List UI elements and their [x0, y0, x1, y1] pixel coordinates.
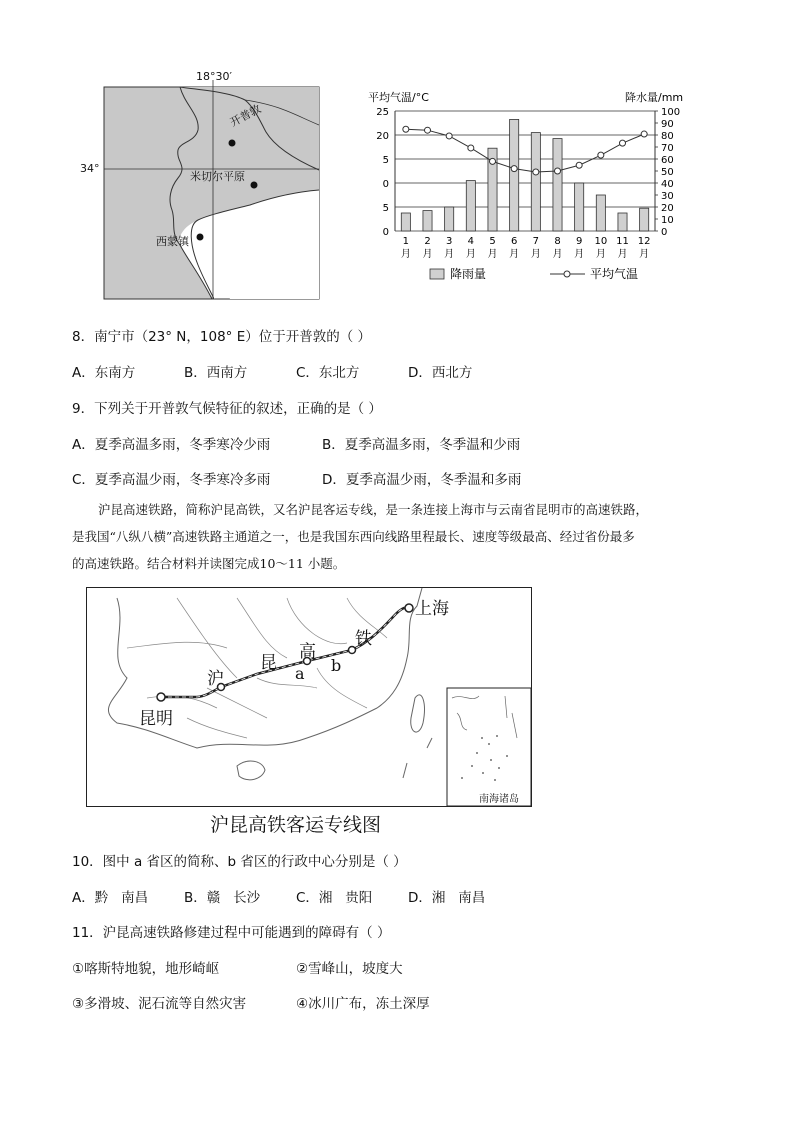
- climate-chart: [360, 86, 700, 291]
- month-label: 2: [424, 236, 431, 247]
- month-label: 7: [532, 236, 540, 247]
- temp-point: [620, 140, 626, 146]
- temp-point: [555, 168, 561, 174]
- legend-line-marker: [564, 271, 570, 277]
- month-label: 11: [616, 236, 629, 247]
- month-label: 3: [445, 236, 453, 247]
- simons-town-dot: [197, 234, 204, 241]
- rain-bar: [401, 213, 410, 231]
- month-char: 月: [444, 249, 455, 260]
- q10-option-d[interactable]: D．湘 南昌: [408, 890, 486, 906]
- place-simons-town: 西蒙镇: [156, 235, 189, 248]
- temp-point: [425, 127, 431, 133]
- month-label: 10: [594, 236, 608, 247]
- q11-item-3: ③多滑坡、泥石流等自然灾害: [72, 996, 247, 1012]
- right-tick-label: 0: [661, 227, 668, 238]
- month-char: 月: [552, 249, 563, 260]
- left-tick-label: 20: [376, 131, 389, 142]
- month-char: 月: [465, 249, 476, 260]
- month-label: 9: [575, 236, 583, 247]
- rain-bar: [423, 211, 432, 231]
- latitude-label: 34°: [80, 162, 100, 175]
- right-tick-label: 40: [661, 179, 674, 190]
- label-gao: 高: [299, 642, 316, 662]
- label-kunming: 昆明: [139, 709, 173, 729]
- right-tick-label: 30: [661, 191, 674, 202]
- place-mitchell-plain: 米切尔平原: [190, 170, 245, 183]
- cape-map: [80, 70, 340, 305]
- label-shanghai: 上海: [415, 599, 449, 619]
- left-tick-label: 0: [382, 227, 389, 238]
- kunming-station: [157, 693, 165, 701]
- passage-line-1: 沪昆高速铁路，简称沪昆高铁，又名沪昆客运专线，是一条连接上海市与云南省昆明市的高速铁路，: [98, 502, 649, 517]
- passage: [72, 496, 722, 577]
- rain-bar: [596, 195, 605, 231]
- rain-bar: [510, 119, 519, 231]
- left-tick-label: 0: [382, 179, 389, 190]
- month-char: 月: [595, 249, 606, 260]
- left-tick-label: 5: [382, 203, 389, 214]
- month-char: 月: [487, 249, 498, 260]
- cape-town-dot: [229, 140, 236, 147]
- q11-stem: 11．沪昆高速铁路修建过程中可能遇到的障碍有（ ）: [72, 925, 391, 941]
- temp-point: [576, 162, 582, 168]
- rain-bar: [466, 181, 475, 231]
- temp-point: [598, 152, 604, 158]
- railway-map-title: 沪昆高铁客运专线图: [210, 814, 382, 836]
- month-label: 4: [467, 236, 475, 247]
- legend-bar-swatch: [430, 269, 444, 279]
- month-label: 12: [637, 236, 651, 247]
- taiwan-island: [411, 695, 425, 732]
- right-axis-title: 降水量/mm: [625, 91, 684, 104]
- temp-point: [533, 169, 539, 175]
- temp-line: [406, 129, 644, 172]
- left-tick-label: 25: [376, 107, 389, 118]
- q8-option-b[interactable]: B．西南方: [184, 365, 248, 381]
- passage-line-3: 的高速铁路。结合材料并读图完成10～11 小题。: [72, 556, 346, 571]
- q8-stem: 8．南宁市（23° N，108° E）位于开普敦的（ ）: [72, 329, 372, 345]
- q11-item-2: ②雪峰山，坡度大: [296, 961, 403, 977]
- label-province-b: b: [331, 656, 342, 675]
- month-char: 月: [530, 249, 541, 260]
- inset-label: 南海诸岛: [479, 794, 519, 805]
- q11-item-1: ①喀斯特地貌，地形崎岖: [72, 961, 220, 977]
- q8-option-a[interactable]: A．东南方: [72, 365, 136, 381]
- label-kun: 昆: [260, 653, 277, 673]
- left-tick-label: 5: [382, 155, 389, 166]
- railway-map: [86, 587, 532, 807]
- rain-bar: [553, 139, 562, 231]
- mitchell-plain-dot: [251, 182, 258, 189]
- rain-bar: [618, 213, 627, 231]
- month-label: 8: [554, 236, 561, 247]
- right-tick-label: 100: [661, 107, 681, 118]
- temp-point: [468, 145, 474, 151]
- rain-bar: [640, 208, 649, 231]
- place-cape-town: 开普敦: [227, 102, 264, 130]
- q11-item-4: ④冰川广布，冻土深厚: [296, 996, 430, 1012]
- month-char: 月: [400, 249, 411, 260]
- q9-option-c[interactable]: C．夏季高温少雨，冬季寒冷多雨: [72, 472, 271, 488]
- month-label: 5: [489, 236, 496, 247]
- q10-stem: 10．图中 a 省区的简称、b 省区的行政中心分别是（ ）: [72, 854, 407, 870]
- right-tick-label: 50: [661, 167, 674, 178]
- temp-point: [403, 126, 409, 132]
- railway-line: [161, 607, 409, 697]
- south-sea-inset: [447, 688, 531, 806]
- temp-point: [641, 131, 647, 137]
- right-tick-label: 80: [661, 131, 674, 142]
- temp-point: [446, 133, 452, 139]
- rain-bar: [531, 133, 540, 231]
- label-tie: 铁: [355, 629, 372, 649]
- rain-bar: [445, 207, 454, 231]
- month-label: 1: [402, 236, 410, 247]
- hainan-island: [237, 761, 265, 780]
- rain-bar: [575, 183, 584, 231]
- q10-option-b[interactable]: B．赣 长沙: [184, 890, 261, 906]
- q10-option-c[interactable]: C．湘 贵阳: [296, 890, 373, 906]
- month-char: 月: [574, 249, 585, 260]
- left-axis-title: 平均气温/°C: [368, 91, 429, 104]
- month-label: 6: [510, 236, 518, 247]
- month-char: 月: [422, 249, 433, 260]
- temp-point: [511, 166, 517, 172]
- q8-option-d[interactable]: D．西北方: [408, 365, 473, 381]
- q9-option-b[interactable]: B．夏季高温多雨，冬季温和少雨: [322, 437, 521, 453]
- q9-option-d[interactable]: D．夏季高温少雨，冬季温和多雨: [322, 472, 522, 488]
- q10-option-a[interactable]: A．黔 南昌: [72, 890, 149, 906]
- q9-option-a[interactable]: A．夏季高温多雨，冬季寒冷少雨: [72, 437, 271, 453]
- right-tick-label: 10: [661, 215, 674, 226]
- legend-line-label: 平均气温: [590, 267, 639, 281]
- longitude-label: 18°30′: [196, 70, 232, 83]
- legend-bar-label: 降雨量: [450, 267, 487, 281]
- shanghai-station: [405, 604, 413, 612]
- month-char: 月: [617, 249, 628, 260]
- temp-point: [490, 158, 496, 164]
- passage-line-2: 是我国“八纵八横”高速铁路主通道之一，也是我国东西向线路里程最长、速度等级最高、经过省份最多: [72, 529, 635, 544]
- label-province-a: a: [295, 664, 305, 683]
- label-hu: 沪: [207, 669, 224, 689]
- right-tick-label: 20: [661, 203, 674, 214]
- right-tick-label: 90: [661, 119, 674, 130]
- right-tick-label: 70: [661, 143, 674, 154]
- month-char: 月: [509, 249, 520, 260]
- q9-stem: 9．下列关于开普敦气候特征的叙述，正确的是（ ）: [72, 401, 382, 417]
- month-char: 月: [639, 249, 650, 260]
- q8-option-c[interactable]: C．东北方: [296, 365, 360, 381]
- right-tick-label: 60: [661, 155, 674, 166]
